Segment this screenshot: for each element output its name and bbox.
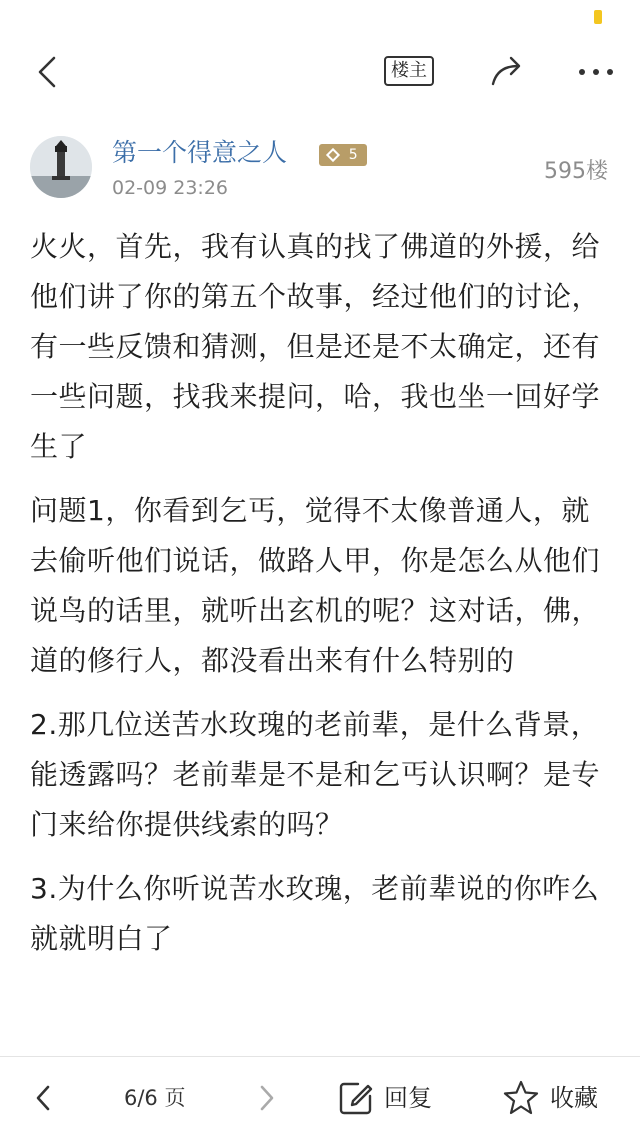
avatar[interactable] bbox=[30, 136, 92, 198]
status-bar bbox=[0, 0, 640, 36]
share-arrow-icon bbox=[488, 52, 528, 92]
op-only-button[interactable]: 楼主 bbox=[384, 56, 434, 86]
more-button[interactable] bbox=[576, 60, 616, 84]
edit-icon bbox=[338, 1080, 374, 1116]
page-indicator[interactable] bbox=[124, 1083, 185, 1113]
post-paragraph: 火火，首先，我有认真的找了佛道的外援，给他们讲了你的第五个故事，经过他们的讨论，有一些反馈和猜测，但是还是不太确定，还有一些问题，找我来提问，哈，我也坐一回好学生了 bbox=[30, 230, 601, 463]
chevron-left-icon bbox=[30, 1081, 58, 1115]
author-name[interactable]: 第一个得意之人 bbox=[112, 138, 288, 167]
floor-number: 595楼 bbox=[544, 159, 608, 184]
post-header bbox=[0, 130, 640, 210]
level-badge bbox=[319, 144, 367, 166]
nav-bar bbox=[0, 36, 640, 108]
post-paragraph: 3.为什么你听说苦水玫瑰，老前辈说的你咋么就就明白了 bbox=[30, 872, 600, 955]
page-number: 6/6 bbox=[124, 1086, 158, 1110]
favorite-label: 收藏 bbox=[550, 1084, 598, 1112]
next-page-button[interactable] bbox=[252, 1081, 280, 1115]
more-dots-icon bbox=[576, 60, 616, 84]
reply-label: 回复 bbox=[384, 1084, 432, 1112]
post-content bbox=[30, 222, 614, 978]
back-button[interactable] bbox=[30, 54, 66, 90]
lighthouse-avatar-icon bbox=[30, 136, 92, 198]
star-icon bbox=[502, 1079, 540, 1117]
post-paragraph: 2.那几位送苦水玫瑰的老前辈，是什么背景，能透露吗？老前辈是不是和乞丐认识啊？是专门来给你提供线索的吗？ bbox=[30, 708, 601, 841]
bottom-toolbar bbox=[0, 1056, 640, 1138]
level-number: 5 bbox=[348, 147, 358, 163]
chevron-left-icon bbox=[30, 54, 66, 90]
battery-icon bbox=[594, 10, 602, 24]
prev-page-button[interactable] bbox=[30, 1081, 58, 1115]
post-time: 02-09 23:26 bbox=[112, 177, 229, 199]
post-paragraph: 问题1，你看到乞丐，觉得不太像普通人，就去偷听他们说话，做路人甲，你是怎么从他们说鸟的话里，就听出玄机的呢？这对话，佛，道的修行人，都没看出来有什么特别的 bbox=[30, 494, 601, 677]
share-button[interactable] bbox=[488, 52, 528, 92]
reply-button[interactable] bbox=[338, 1077, 432, 1119]
chevron-right-icon bbox=[252, 1081, 280, 1115]
favorite-button[interactable] bbox=[502, 1077, 598, 1119]
page-unit: 页 bbox=[164, 1086, 186, 1110]
diamond-icon bbox=[326, 148, 340, 162]
